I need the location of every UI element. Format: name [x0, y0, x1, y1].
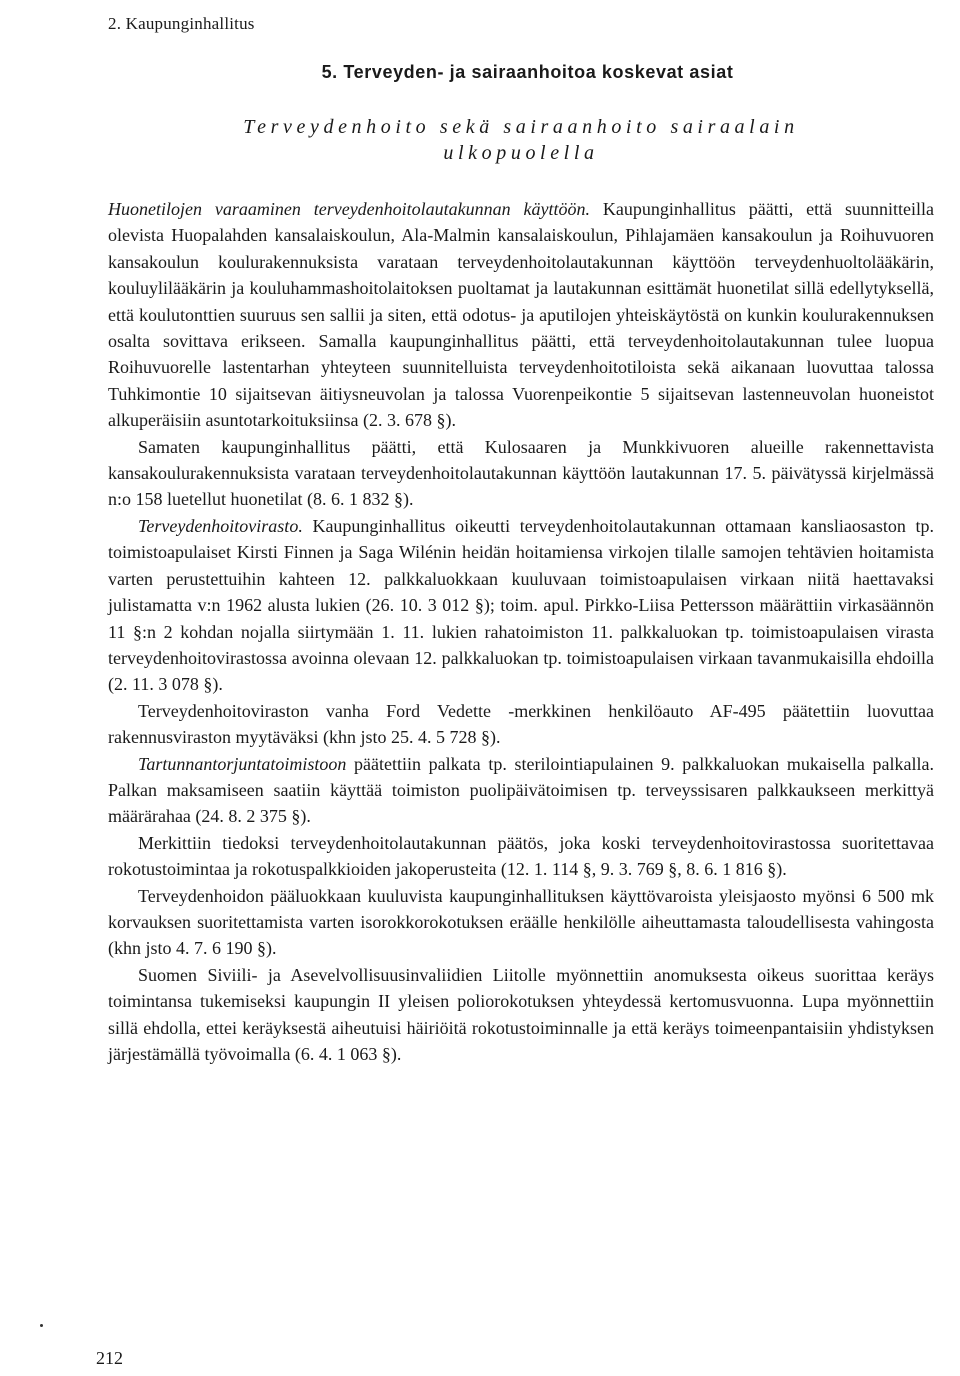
paragraph: [108, 434, 934, 513]
page-number: 212: [96, 1348, 123, 1368]
paragraph: [108, 196, 934, 434]
subheading-line-2: ulkopuolella: [443, 142, 599, 164]
paragraph-text: Merkittiin tiedoksi terveydenhoitolautakunnan päätös, joka koski terveydenhoitovirastossa suoritettavaa rokotustoimintaa ja rokotuspalkkioiden jakoperusteita (12. 1. 114 §, 9. 3. 769 §, 8. 6. 1 816 §).: [108, 832, 934, 880]
running-header: 2. Kaupunginhallitus: [108, 14, 255, 33]
paragraph-text: Terveydenhoitoviraston vanha Ford Vedette -merkkinen henkilöauto AF-495 päätettiin luovuttaa rakennusviraston myytäväksi (khn jsto 25. 4. 5 728 §).: [108, 700, 934, 748]
paragraph: [108, 830, 934, 883]
paragraph-text: päätettiin palkata tp. sterilointiapulainen 9. palkkaluokan mukaisella palkalla. Palkan maksamiseen saatiin käyttää toimiston puolipäivätoimisen tp. terveyssisaren palkkaukseen merkittyä määrärahaa (24. 8. 2 375 §).: [108, 753, 934, 827]
paragraph-text: Terveydenhoidon pääluokkaan kuuluvista kaupunginhallituksen käyttövaroista yleisjaosto myönsi 6 500 mk korvauksen suoritettamista varten isorokkorokotuksen eräälle henkilölle aiheuttamasta taloudellisesta vahingosta (khn jsto 4. 7. 6 190 §).: [108, 885, 934, 959]
subheading: [108, 114, 934, 166]
paragraph-lead: Terveydenhoitovirasto.: [138, 515, 303, 536]
paragraph-lead: Tartunnantorjuntatoimistoon: [138, 753, 347, 774]
paragraph: [108, 513, 934, 698]
paragraph: [108, 698, 934, 751]
paragraph-text: Kaupunginhallitus päätti, että suunnitteilla olevista Huopalahden kansalaiskoulun, Ala-Malmin kansalaiskoulun, Pihlajamäen kansakoulun ja Roihuvuoren kansakoulun koulurakennuksista varataan terveydenhoitolautakunnan käyttöön terveydenhuoltolääkärin, kouluylilääkärin ja kouluhammashoitolaitoksen puoltamat ja lautakunnan esittämät huonetilat sillä edellytyksellä, että koulutonttien suuruus sen sallii ja siten, että odotus- ja aputilojen yhteiskäytöstä on kunkin koulurakennuksen osalta sovittava erikseen. Samalla kaupunginhallitus päätti, että terveydenhoitolautakunnan tulee luopua Roihuvuorelle lastentarhan yhteyteen suunnitelluista terveydenhoitotiloista sekä aikanaan luovuttaa talossa Tuhkimontie 10 sijaitsevan äitiysneuvolan ja talossa Vuorenpeikontie 5 sijaitsevan lastenneuvolan huoneistot alkuperäisiin asuntotarkoituksiinsa (2. 3. 678 §).: [108, 199, 934, 431]
body-text: [108, 196, 934, 1067]
paragraph: [108, 751, 934, 830]
paragraph: [108, 883, 934, 962]
paragraph-text: Suomen Siviili- ja Asevelvollisuusinvaliidien Liitolle myönnettiin anomuksesta oikeus suorittaa keräys toimintansa tukemiseksi kaupungin II yleisen poliorokotuksen yhteydessä kertomusvuonna. Lupa myönnettiin sillä ehdolla, ettei keräyksestä aiheutuisi häiriöitä rokotustoiminnalle ja että keräys toimeenpantaisiin yhdistyksen järjestämällä työvoimalla (6. 4. 1 063 §).: [108, 964, 934, 1064]
subheading-line-1: Terveydenhoito sekä sairaanhoito sairaalain: [243, 116, 799, 138]
margin-dot: [40, 1324, 43, 1327]
paragraph-lead: Huonetilojen varaaminen terveydenhoitolautakunnan käyttöön.: [108, 199, 591, 219]
paragraph-text: Kaupunginhallitus oikeutti terveydenhoitolautakunnan ottamaan kansliaosaston tp. toimistoapulaiset Kirsti Finnen ja Saga Wilénin heidän hoitamiensa virkojen tilalle samojen tehtävien hoitamista varten perustettuihin kahteen 12. palkkaluokkaan kuuluvaan toimistoapulaisen virkaan niitä haettavaksi julistamatta v:n 1962 alusta lukien (26. 10. 3 012 §); toim. apul. Pirkko-Liisa Pettersson määrättiin virkasäännön 11 §:n 2 kohdan nojalla siirtymään 1. 11. lukien rahatoimiston 11. palkkaluokan tp. toimistoapulaisen virasta terveydenhoitovirastossa avoinna olevaan 12. palkkaluokan tp. toimistoapulaisen virkaan tavanmukaisilla ehdoilla (2. 11. 3 078 §).: [108, 515, 934, 695]
paragraph-text: Samaten kaupunginhallitus päätti, että Kulosaaren ja Munkkivuoren alueille rakennettavista kansakoulurakennuksista varataan terveydenhoitolautakunnan käyttöön lautakunnan 17. 5. päivätyssä kirjelmässä n:o 158 luetellut huonetilat (8. 6. 1 832 §).: [108, 436, 934, 510]
section-heading: 5. Terveyden- ja sairaanhoitoa koskevat asiat: [321, 62, 734, 82]
paragraph: [108, 962, 934, 1068]
